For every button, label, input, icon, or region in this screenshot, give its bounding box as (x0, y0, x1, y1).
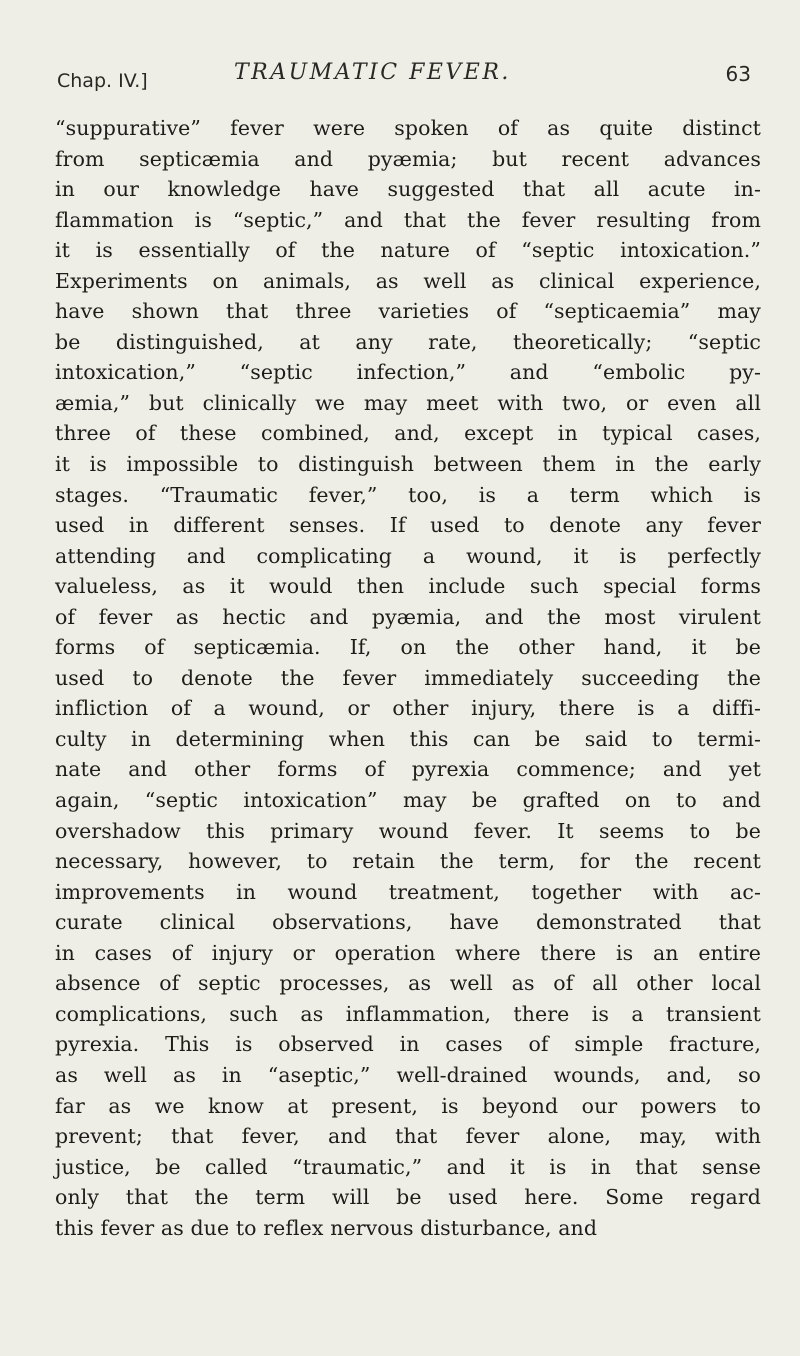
text-line: in our knowledge have suggested that all acute in- (55, 177, 761, 202)
text-line: flammation is “septic,” and that the fever resulting from (55, 207, 761, 232)
text-line: this fever as due to reflex nervous disturbance, and (55, 1215, 598, 1240)
text-line: attending and complicating a wound, it is perfectly (55, 543, 761, 568)
text-line: Experiments on animals, as well as clinical experience, (55, 268, 761, 293)
text-line: pyrexia. This is observed in cases of simple fracture, (55, 1032, 761, 1057)
running-title: TRAUMATIC FEVER. (234, 60, 511, 85)
text-line: used to denote the fever immediately succeeding the (55, 665, 761, 690)
text-line: prevent; that fever, and that fever alone, may, with (55, 1124, 761, 1149)
text-line: as well as in “aseptic,” well-drained wounds, and, so (55, 1062, 761, 1087)
text-line: only that the term will be used here. Some regard (55, 1185, 761, 1210)
text-line: of fever as hectic and pyæmia, and the most virulent (55, 604, 761, 629)
chapter-label: Chap. IV.] (57, 70, 148, 92)
body-text (55, 113, 761, 1243)
text-line: again, “septic intoxication” may be grafted on to and (55, 788, 761, 813)
text-line: “suppurative” fever were spoken of as quite distinct (55, 116, 761, 140)
page-number: 63 (725, 62, 751, 86)
text-line: culty in determining when this can be said to termi- (55, 726, 761, 751)
text-line: forms of septicæmia. If, on the other hand, it be (55, 635, 761, 660)
text-line: necessary, however, to retain the term, for the recent (55, 849, 761, 874)
text-line: nate and other forms of pyrexia commence; and yet (55, 757, 761, 782)
text-line: be distinguished, at any rate, theoretically; “septic (55, 329, 761, 354)
text-line: valueless, as it would then include such special forms (55, 574, 761, 599)
text-line: justice, be called “traumatic,” and it is in that sense (55, 1154, 761, 1179)
text-line: stages. “Traumatic fever,” too, is a term which is (55, 482, 761, 507)
text-line: improvements in wound treatment, together with ac- (55, 879, 761, 904)
text-line: curate clinical observations, have demonstrated that (55, 910, 761, 935)
text-line: intoxication,” “septic infection,” and “embolic py- (55, 360, 761, 385)
text-line: complications, such as inflammation, there is a transient (55, 1001, 761, 1026)
text-line: from septicæmia and pyæmia; but recent advances (55, 146, 761, 171)
text-line: overshadow this primary wound fever. It seems to be (55, 818, 761, 843)
text-line: far as we know at present, is beyond our powers to (55, 1093, 761, 1118)
text-line: infliction of a wound, or other injury, there is a diffi- (55, 696, 761, 721)
text-line: it is essentially of the nature of “septic intoxication.” (55, 238, 761, 263)
text-line: it is impossible to distinguish between them in the early (55, 452, 761, 477)
text-line: have shown that three varieties of “septicaemia” may (55, 299, 761, 324)
text-line: in cases of injury or operation where there is an entire (55, 940, 761, 965)
text-line: three of these combined, and, except in typical cases, (55, 421, 761, 446)
text-line: æmia,” but clinically we may meet with two, or even all (55, 390, 761, 415)
running-head (57, 60, 757, 96)
text-line: used in different senses. If used to denote any fever (55, 513, 761, 538)
text-line: absence of septic processes, as well as of all other local (55, 971, 761, 996)
